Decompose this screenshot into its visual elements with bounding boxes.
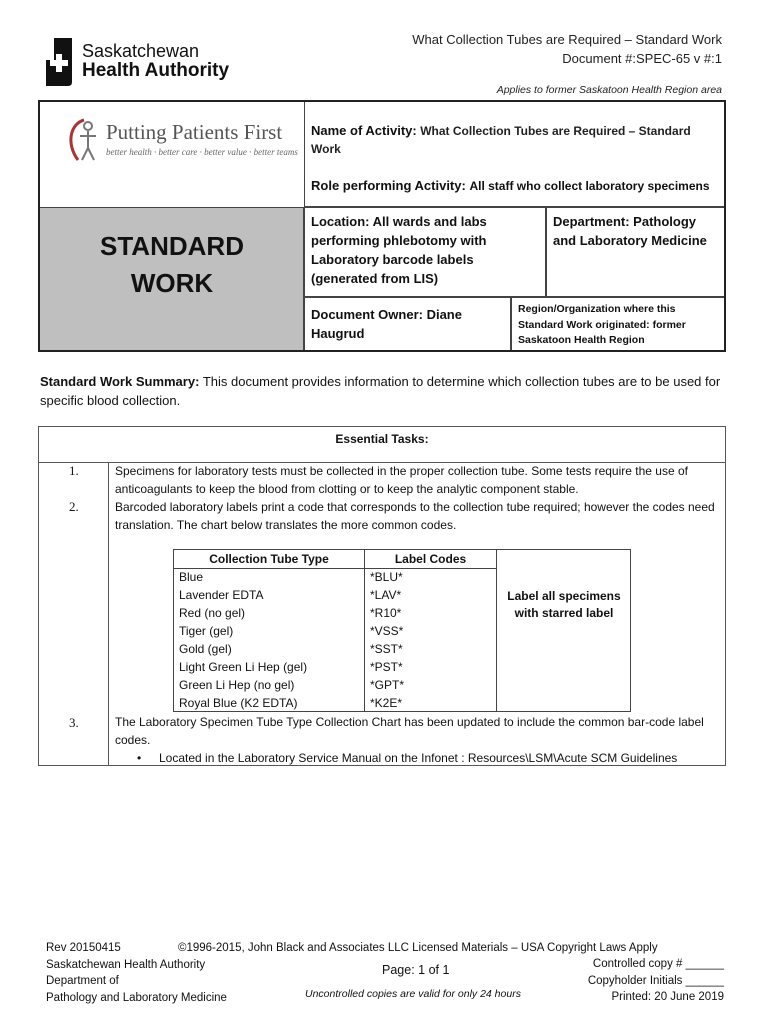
role-value: All staff who collect laboratory specimens [469, 179, 710, 193]
org-name-line2: Health Authority [82, 60, 230, 81]
document-title-block [412, 30, 722, 68]
summary-text: This document provides information to determine which collection tubes are to be used for specific blood collection. [40, 374, 721, 408]
copyholder-initials: Copyholder Initials ______ [587, 974, 724, 987]
ppf-logo-cell [40, 102, 304, 207]
task-number: 1. [69, 463, 79, 478]
label-note-column [496, 550, 630, 711]
tube-type-cell: Red (no gel) [179, 606, 246, 620]
footer-dept2: Pathology and Laboratory Medicine [46, 991, 227, 1004]
department-cell [546, 207, 724, 297]
label-code-header: Label Codes [394, 552, 467, 566]
tasks-heading: Essential Tasks: [39, 427, 725, 463]
label-code-cell: *PST* [370, 660, 403, 674]
copyright: ©1996-2015, John Black and Associates LLC Licensed Materials – USA Copyright Laws Apply [178, 942, 658, 954]
standard-work-cell [40, 207, 304, 350]
tube-type-cell: Green Li Hep (no gel) [179, 678, 295, 692]
label-code-cell: *K2E* [370, 696, 403, 710]
task-number: 3. [69, 715, 79, 730]
footer-right [588, 956, 724, 1006]
region-text: Region/Organization where this Standard Work originated: former Saskatoon Health Region [518, 303, 686, 346]
role-label: Role performing Activity: [311, 178, 466, 193]
document-number: Document #:SPEC-65 v #:1 [562, 51, 722, 66]
info-table [38, 100, 726, 352]
location-text: Location: All wards and labs performing phlebotomy with Laboratory barcode labels (generated from LIS) [311, 214, 487, 286]
saskatchewan-shield-icon [44, 38, 74, 86]
tube-type-column [174, 550, 364, 711]
ppf-title: Putting Patients First [106, 120, 283, 144]
tube-type-cell: Royal Blue (K2 EDTA) [179, 696, 298, 710]
document-title: What Collection Tubes are Required – Standard Work [412, 32, 722, 47]
tube-type-header: Collection Tube Type [209, 552, 329, 566]
activity-cell [304, 102, 724, 207]
footer-org: Saskatchewan Health Authority [46, 958, 206, 971]
owner-text: Document Owner: Diane Haugrud [311, 307, 462, 341]
bullet-icon: • [137, 751, 142, 765]
task-text: The Laboratory Specimen Tube Type Collection Chart has been updated to include the common bar-code label codes. [115, 715, 704, 747]
activity-name-value: What Collection Tubes are Required – Standard Work [311, 124, 691, 156]
task-text: Barcoded laboratory labels print a code that corresponds to the collection tube required; however the codes need translation. The chart below translates the more common codes. [115, 500, 715, 532]
summary [40, 372, 730, 410]
activity-name-label: Name of Activity: [311, 123, 417, 138]
header-divider [174, 568, 496, 569]
org-name-line1: Saskatchewan [82, 41, 200, 61]
uncontrolled-note: Uncontrolled copies are valid for only 24 hours [305, 988, 521, 1000]
page-number: Page: 1 of 1 [382, 963, 450, 977]
label-code-column [364, 550, 496, 711]
tube-type-cell: Lavender EDTA [179, 588, 264, 602]
standard-line2: WORK [130, 268, 214, 298]
tasks-table [38, 426, 726, 766]
tube-type-cell: Blue [179, 570, 204, 584]
ppf-tagline: better health · better care · better value · better teams [106, 147, 298, 157]
label-code-cell: *R10* [370, 606, 402, 620]
label-code-cell: *LAV* [370, 588, 402, 602]
bullet-text: Located in the Laboratory Service Manual on the Infonet : Resources\LSM\Acute SCM Guidelines [159, 751, 678, 765]
revision: Rev 20150415 [46, 942, 121, 954]
controlled-copy: Controlled copy # ______ [592, 958, 724, 970]
label-code-cell: *GPT* [370, 678, 405, 692]
department-text: Department: Pathology and Laboratory Medicine [553, 214, 707, 248]
footer [0, 938, 770, 1018]
collection-tube-table [173, 549, 631, 712]
putting-patients-first-logo [64, 116, 298, 166]
owner-cell [304, 297, 511, 350]
standard-work-heading [40, 228, 304, 302]
printed-date: Printed: 20 June 2019 [611, 991, 724, 1003]
tube-type-cell: Light Green Li Hep (gel) [179, 660, 308, 674]
label-code-cell: *SST* [370, 642, 403, 656]
standard-line1: STANDARD [100, 231, 244, 261]
task-number: 2. [69, 499, 79, 514]
summary-label: Standard Work Summary: [40, 374, 200, 389]
sha-logo [44, 38, 244, 88]
tube-type-cell: Gold (gel) [179, 642, 232, 656]
label-code-cell: *VSS* [370, 624, 404, 638]
footer-dept1: Department of [46, 975, 119, 987]
task-text: Specimens for laboratory tests must be collected in the proper collection tube. Some tests require the use of anticoagulants to keep the blood from clotting or to keep the analytic component stable. [115, 464, 688, 496]
activity-role [311, 178, 721, 193]
location-cell [304, 207, 546, 297]
label-note: Label all specimens with starred label [507, 589, 621, 620]
region-cell [511, 297, 724, 350]
activity-name [311, 122, 711, 158]
tube-type-cell: Tiger (gel) [179, 624, 234, 638]
applies-note: Applies to former Saskatoon Health Region area [496, 84, 722, 96]
bullet-item [137, 749, 727, 767]
label-code-cell: *BLU* [370, 570, 403, 584]
patient-figure-icon [64, 116, 104, 166]
